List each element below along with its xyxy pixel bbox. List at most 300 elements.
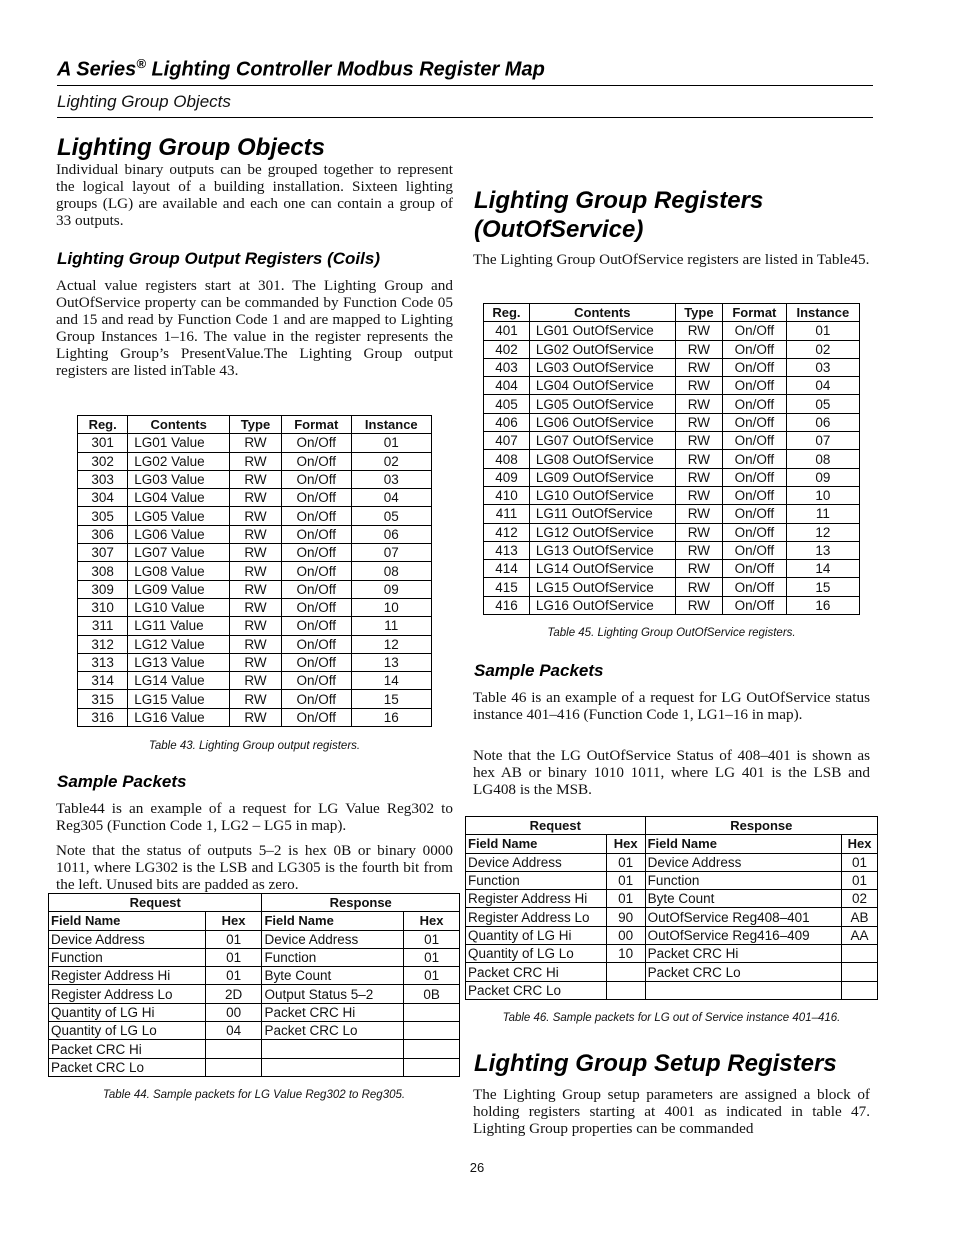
table-cell: RW xyxy=(230,635,282,653)
table-cell: 01 xyxy=(606,871,645,889)
table-cell xyxy=(606,981,645,999)
table-cell: RW xyxy=(230,434,282,452)
table-cell: 11 xyxy=(351,617,431,635)
table-cell: 10 xyxy=(786,486,859,504)
table-row xyxy=(466,945,878,963)
table-cell: On/Off xyxy=(281,452,351,470)
table-cell: 03 xyxy=(786,358,859,376)
table-45-caption: Table 45. Lighting Group OutOfService registers. xyxy=(547,627,796,639)
table-cell: 408 xyxy=(484,450,530,468)
table-row xyxy=(78,507,432,525)
table-row xyxy=(484,541,860,559)
table-cell: On/Off xyxy=(723,377,787,395)
table-cell: 10 xyxy=(606,945,645,963)
table-row xyxy=(484,560,860,578)
table-cell: Function xyxy=(262,948,404,966)
table-cell: 01 xyxy=(842,871,878,889)
table-cell: 401 xyxy=(484,322,530,340)
table-cell: RW xyxy=(230,489,282,507)
table-cell: Device Address xyxy=(645,853,842,871)
table-cell: LG15 Value xyxy=(128,690,230,708)
table-cell: On/Off xyxy=(281,708,351,726)
table-cell: LG12 Value xyxy=(128,635,230,653)
table-cell: 311 xyxy=(78,617,128,635)
table-cell: 416 xyxy=(484,596,530,614)
table-cell: 411 xyxy=(484,505,530,523)
coils-paragraph: Actual value registers start at 301. The Lighting Group and OutOfService property can be commanded by Function Code 05 and 15 and read by Function Code 1 and are mapped to Lighting Group Instances 1–16. The value in the register represents the Lighting Group’s PresentValue.The Lighting Group output registers are listed inTable 43. xyxy=(56,277,453,379)
table-row xyxy=(78,598,432,616)
table-cell: Output Status 5–2 xyxy=(262,985,404,1003)
table-cell: LG03 OutOfService xyxy=(529,358,675,376)
table-cell xyxy=(262,1058,404,1076)
table-cell: RW xyxy=(230,617,282,635)
table-cell: 402 xyxy=(484,340,530,358)
table-row xyxy=(78,544,432,562)
table-cell: 310 xyxy=(78,598,128,616)
table-cell: LG05 Value xyxy=(128,507,230,525)
table-cell: LG16 Value xyxy=(128,708,230,726)
table-row xyxy=(49,948,460,966)
table-cell: 314 xyxy=(78,672,128,690)
table-cell: RW xyxy=(675,523,722,541)
table-cell: RW xyxy=(675,358,722,376)
table-cell: 01 xyxy=(351,434,431,452)
heading-output-registers: Lighting Group Output Registers (Coils) xyxy=(57,249,380,268)
table-row xyxy=(466,963,878,981)
table-cell: Register Address Lo xyxy=(466,908,607,926)
table-cell: Quantity of LG Lo xyxy=(49,1022,206,1040)
table-cell: On/Off xyxy=(723,358,787,376)
table-cell: 02 xyxy=(842,890,878,908)
table-cell: 306 xyxy=(78,525,128,543)
table-cell: Packet CRC Hi xyxy=(466,963,607,981)
table-cell: Packet CRC Hi xyxy=(262,1003,404,1021)
table-row xyxy=(484,413,860,431)
section-name: Lighting Group Objects xyxy=(57,92,231,111)
table-cell: LG14 Value xyxy=(128,672,230,690)
table-cell: 03 xyxy=(351,470,431,488)
table-cell: RW xyxy=(230,544,282,562)
table-cell: LG15 OutOfService xyxy=(529,578,675,596)
table-row xyxy=(49,985,460,1003)
table-cell: Packet CRC Hi xyxy=(645,945,842,963)
table-header-row xyxy=(466,835,878,853)
table-cell: RW xyxy=(230,562,282,580)
table-cell: 04 xyxy=(786,377,859,395)
setup-paragraph: The Lighting Group setup parameters are assigned a block of holding registers starting at 4001 as indicated in table 47. Lighting Group properties can be commanded xyxy=(473,1086,870,1137)
table-cell: 405 xyxy=(484,395,530,413)
table-row xyxy=(466,908,878,926)
table-cell: LG06 OutOfService xyxy=(529,413,675,431)
column-header: Format xyxy=(281,416,351,434)
table-cell: On/Off xyxy=(281,672,351,690)
table-row xyxy=(49,1058,460,1076)
table-cell: RW xyxy=(675,541,722,559)
heading-outofservice-line2: (OutOfService) xyxy=(474,216,644,243)
table-cell: Quantity of LG Hi xyxy=(49,1003,206,1021)
table-cell: On/Off xyxy=(723,486,787,504)
table-44-caption: Table 44. Sample packets for LG Value Reg302 to Reg305. xyxy=(102,1089,406,1101)
table-row xyxy=(78,617,432,635)
table-cell: Packet CRC Lo xyxy=(262,1022,404,1040)
table-cell xyxy=(842,963,878,981)
table-cell: On/Off xyxy=(723,578,787,596)
table-cell: On/Off xyxy=(281,525,351,543)
table-header-row xyxy=(78,416,432,434)
column-header: Reg. xyxy=(484,304,530,322)
table-cell: LG09 Value xyxy=(128,580,230,598)
table-cell: 01 xyxy=(205,967,262,985)
table-cell: 00 xyxy=(205,1003,262,1021)
table-cell xyxy=(404,1040,460,1058)
header-rule xyxy=(57,117,873,118)
table-cell: LG04 OutOfService xyxy=(529,377,675,395)
table-cell: On/Off xyxy=(281,580,351,598)
table-cell: RW xyxy=(230,690,282,708)
table-cell: On/Off xyxy=(281,507,351,525)
header-rule xyxy=(57,85,873,86)
table-cell: 16 xyxy=(351,708,431,726)
table-cell: RW xyxy=(230,470,282,488)
table-cell: RW xyxy=(675,596,722,614)
table-header-row xyxy=(49,912,460,930)
table-cell: 312 xyxy=(78,635,128,653)
table-cell: RW xyxy=(230,672,282,690)
table-cell: 15 xyxy=(786,578,859,596)
table-cell: 01 xyxy=(404,948,460,966)
table-cell: Function xyxy=(466,871,607,889)
table-cell: 407 xyxy=(484,432,530,450)
table-cell: On/Off xyxy=(723,413,787,431)
table-cell: 404 xyxy=(484,377,530,395)
document-title: A Series® Lighting Controller Modbus Register Map xyxy=(57,56,545,81)
table-cell: 01 xyxy=(606,853,645,871)
table-cell: Packet CRC Lo xyxy=(49,1058,206,1076)
table-cell: 12 xyxy=(786,523,859,541)
table-cell: 13 xyxy=(351,653,431,671)
response-header: Response xyxy=(262,894,460,912)
table-cell: RW xyxy=(230,507,282,525)
table-cell: LG02 Value xyxy=(128,452,230,470)
table-row xyxy=(78,525,432,543)
table-row xyxy=(466,890,878,908)
table-cell xyxy=(404,1058,460,1076)
request-header: Request xyxy=(466,817,646,835)
table-cell: Register Address Lo xyxy=(49,985,206,1003)
table-cell: On/Off xyxy=(723,560,787,578)
table-cell: 415 xyxy=(484,578,530,596)
column-header: Instance xyxy=(786,304,859,322)
table-cell: LG08 OutOfService xyxy=(529,450,675,468)
table-cell: 308 xyxy=(78,562,128,580)
table-cell: On/Off xyxy=(281,617,351,635)
table-cell: 412 xyxy=(484,523,530,541)
table-cell: 00 xyxy=(606,926,645,944)
table-cell: Device Address xyxy=(49,930,206,948)
table-46 xyxy=(465,816,878,1000)
table-row xyxy=(484,578,860,596)
table-cell: LG05 OutOfService xyxy=(529,395,675,413)
table-cell: 414 xyxy=(484,560,530,578)
table-row xyxy=(484,596,860,614)
table-cell: RW xyxy=(230,653,282,671)
table-row xyxy=(78,489,432,507)
table-cell: 14 xyxy=(786,560,859,578)
table-cell: On/Off xyxy=(723,505,787,523)
table-row xyxy=(466,981,878,999)
table-cell: 303 xyxy=(78,470,128,488)
heading-lighting-group-objects: Lighting Group Objects xyxy=(57,134,325,161)
table-cell xyxy=(205,1058,262,1076)
table-cell: 02 xyxy=(351,452,431,470)
table-cell: 0B xyxy=(404,985,460,1003)
table-cell: Packet CRC Hi xyxy=(49,1040,206,1058)
table-cell: RW xyxy=(675,560,722,578)
table-cell: On/Off xyxy=(281,598,351,616)
table-row xyxy=(484,358,860,376)
table-cell: 313 xyxy=(78,653,128,671)
table-cell: LG03 Value xyxy=(128,470,230,488)
table-cell: LG09 OutOfService xyxy=(529,468,675,486)
table-cell: Byte Count xyxy=(262,967,404,985)
table-cell: On/Off xyxy=(281,653,351,671)
table-44 xyxy=(48,893,460,1077)
table-row xyxy=(49,967,460,985)
table-row xyxy=(49,1040,460,1058)
column-header: Instance xyxy=(351,416,431,434)
table-row xyxy=(78,434,432,452)
table-row xyxy=(78,635,432,653)
table-cell: RW xyxy=(675,340,722,358)
column-header: Format xyxy=(723,304,787,322)
table-cell: RW xyxy=(675,432,722,450)
table-cell: On/Off xyxy=(723,596,787,614)
table-cell: On/Off xyxy=(281,635,351,653)
sample-paragraph-2: Note that the status of outputs 5–2 is hex 0B or binary 0000 1011, where LG302 is the LSB and LG305 is the fourth bit from the left. Unused bits are padded as zero. xyxy=(56,842,453,893)
table-cell: 08 xyxy=(351,562,431,580)
table-cell: 14 xyxy=(351,672,431,690)
column-header: Hex xyxy=(205,912,262,930)
table-cell: On/Off xyxy=(723,395,787,413)
sample-paragraph-1: Table44 is an example of a request for LG Value Reg302 to Reg305 (Function Code 1, LG2 – LG5 in map). xyxy=(56,800,453,834)
table-cell: 08 xyxy=(786,450,859,468)
table-46-caption: Table 46. Sample packets for LG out of Service instance 401–416. xyxy=(502,1012,841,1024)
table-45 xyxy=(483,303,860,615)
table-cell: 403 xyxy=(484,358,530,376)
heading-setup-registers: Lighting Group Setup Registers xyxy=(474,1050,837,1077)
table-cell: 11 xyxy=(786,505,859,523)
table-43 xyxy=(77,415,432,727)
sample-paragraph-1: Table 46 is an example of a request for LG OutOfService status instance 401–416 (Function Code 1, LG1–16 in map). xyxy=(473,689,870,723)
table-cell: RW xyxy=(675,486,722,504)
table-row xyxy=(484,322,860,340)
table-cell: 07 xyxy=(351,544,431,562)
table-cell: RW xyxy=(230,708,282,726)
table-cell: RW xyxy=(675,578,722,596)
intro-paragraph: Individual binary outputs can be grouped together to represent the logical layout of a building installation. Sixteen lighting groups (LG) are available and each one can contain a group of 33 outputs. xyxy=(56,161,453,229)
table-row xyxy=(484,468,860,486)
table-cell: OutOfService Reg416–409 xyxy=(645,926,842,944)
table-row xyxy=(78,470,432,488)
table-cell: 04 xyxy=(351,489,431,507)
table-cell: LG11 Value xyxy=(128,617,230,635)
column-header: Hex xyxy=(842,835,878,853)
table-cell: Register Address Hi xyxy=(466,890,607,908)
table-cell: On/Off xyxy=(281,470,351,488)
table-cell: On/Off xyxy=(281,544,351,562)
table-cell: 307 xyxy=(78,544,128,562)
table-cell: Packet CRC Lo xyxy=(466,981,607,999)
table-cell: 06 xyxy=(786,413,859,431)
column-header: Field Name xyxy=(49,912,206,930)
table-cell: On/Off xyxy=(281,489,351,507)
table-row xyxy=(484,395,860,413)
table-cell: Packet CRC Lo xyxy=(645,963,842,981)
table-cell: AA xyxy=(842,926,878,944)
table-row xyxy=(78,708,432,726)
table-cell: 304 xyxy=(78,489,128,507)
table-row xyxy=(484,450,860,468)
table-cell: Quantity of LG Hi xyxy=(466,926,607,944)
table-cell: On/Off xyxy=(723,523,787,541)
table-cell: 410 xyxy=(484,486,530,504)
table-cell: 316 xyxy=(78,708,128,726)
table-cell: LG08 Value xyxy=(128,562,230,580)
table-cell xyxy=(404,1003,460,1021)
column-header: Field Name xyxy=(645,835,842,853)
table-cell: 15 xyxy=(351,690,431,708)
table-cell: 409 xyxy=(484,468,530,486)
table-cell: RW xyxy=(675,468,722,486)
table-cell: LG11 OutOfService xyxy=(529,505,675,523)
table-cell: 01 xyxy=(205,930,262,948)
table-row xyxy=(484,377,860,395)
table-cell: Function xyxy=(645,871,842,889)
table-43-caption: Table 43. Lighting Group output registers. xyxy=(148,740,361,752)
column-header: Type xyxy=(675,304,722,322)
table-group-header-row xyxy=(49,894,460,912)
table-cell: OutOfService Reg408–401 xyxy=(645,908,842,926)
table-row xyxy=(78,653,432,671)
table-cell: LG07 Value xyxy=(128,544,230,562)
table-cell: Device Address xyxy=(262,930,404,948)
table-row xyxy=(466,853,878,871)
table-cell: RW xyxy=(675,505,722,523)
table-cell xyxy=(842,945,878,963)
column-header: Field Name xyxy=(466,835,607,853)
table-cell: On/Off xyxy=(723,322,787,340)
table-cell: On/Off xyxy=(281,562,351,580)
table-cell: RW xyxy=(230,598,282,616)
table-cell: LG12 OutOfService xyxy=(529,523,675,541)
table-cell xyxy=(205,1040,262,1058)
table-cell: LG16 OutOfService xyxy=(529,596,675,614)
table-cell: On/Off xyxy=(281,690,351,708)
table-cell: Register Address Hi xyxy=(49,967,206,985)
table-cell xyxy=(262,1040,404,1058)
table-cell: 01 xyxy=(842,853,878,871)
table-header-row xyxy=(484,304,860,322)
table-cell: 01 xyxy=(205,948,262,966)
table-row xyxy=(78,562,432,580)
column-header: Hex xyxy=(404,912,460,930)
table-cell: 302 xyxy=(78,452,128,470)
table-row xyxy=(466,926,878,944)
table-row xyxy=(78,690,432,708)
table-cell: RW xyxy=(230,525,282,543)
table-cell: On/Off xyxy=(723,432,787,450)
column-header: Contents xyxy=(529,304,675,322)
table-cell: 01 xyxy=(786,322,859,340)
sample-paragraph-2: Note that the LG OutOfService Status of 408–401 is shown as hex AB or binary 1010 1011, where LG 401 is the LSB and LG408 is the MSB. xyxy=(473,747,870,798)
table-cell: 07 xyxy=(786,432,859,450)
table-cell: RW xyxy=(230,452,282,470)
table-cell xyxy=(645,981,842,999)
table-cell: 305 xyxy=(78,507,128,525)
table-cell: 04 xyxy=(205,1022,262,1040)
column-header: Contents xyxy=(128,416,230,434)
table-row xyxy=(49,1003,460,1021)
table-row xyxy=(484,432,860,450)
heading-sample-packets-right: Sample Packets xyxy=(474,661,604,680)
table-cell: AB xyxy=(842,908,878,926)
table-cell: LG10 Value xyxy=(128,598,230,616)
table-cell: LG02 OutOfService xyxy=(529,340,675,358)
table-cell: 90 xyxy=(606,908,645,926)
table-cell: Byte Count xyxy=(645,890,842,908)
table-cell: Device Address xyxy=(466,853,607,871)
table-cell: LG04 Value xyxy=(128,489,230,507)
table-cell: RW xyxy=(675,395,722,413)
table-cell: Quantity of LG Lo xyxy=(466,945,607,963)
column-header: Type xyxy=(230,416,282,434)
table-cell: On/Off xyxy=(723,340,787,358)
column-header: Field Name xyxy=(262,912,404,930)
table-row xyxy=(466,871,878,889)
table-cell: 01 xyxy=(404,930,460,948)
table-cell: On/Off xyxy=(723,450,787,468)
table-row xyxy=(78,580,432,598)
table-cell: RW xyxy=(675,322,722,340)
table-cell: 315 xyxy=(78,690,128,708)
table-cell: 12 xyxy=(351,635,431,653)
table-row xyxy=(49,930,460,948)
table-cell: 01 xyxy=(606,890,645,908)
response-header: Response xyxy=(645,817,877,835)
table-cell: LG10 OutOfService xyxy=(529,486,675,504)
table-cell: 301 xyxy=(78,434,128,452)
table-cell: 05 xyxy=(786,395,859,413)
table-cell: On/Off xyxy=(723,541,787,559)
table-cell: 10 xyxy=(351,598,431,616)
column-header: Hex xyxy=(606,835,645,853)
table-cell: 06 xyxy=(351,525,431,543)
table-cell: RW xyxy=(675,413,722,431)
table-cell: 01 xyxy=(404,967,460,985)
table-cell: 16 xyxy=(786,596,859,614)
table-cell: LG01 OutOfService xyxy=(529,322,675,340)
heading-outofservice-line1: Lighting Group Registers xyxy=(474,187,764,214)
table-cell: 09 xyxy=(786,468,859,486)
table-cell: LG13 OutOfService xyxy=(529,541,675,559)
request-header: Request xyxy=(49,894,262,912)
table-group-header-row xyxy=(466,817,878,835)
outofservice-paragraph: The Lighting Group OutOfService registers are listed in Table45. xyxy=(473,251,870,268)
table-row xyxy=(78,452,432,470)
table-row xyxy=(78,672,432,690)
column-header: Reg. xyxy=(78,416,128,434)
table-cell: RW xyxy=(675,450,722,468)
